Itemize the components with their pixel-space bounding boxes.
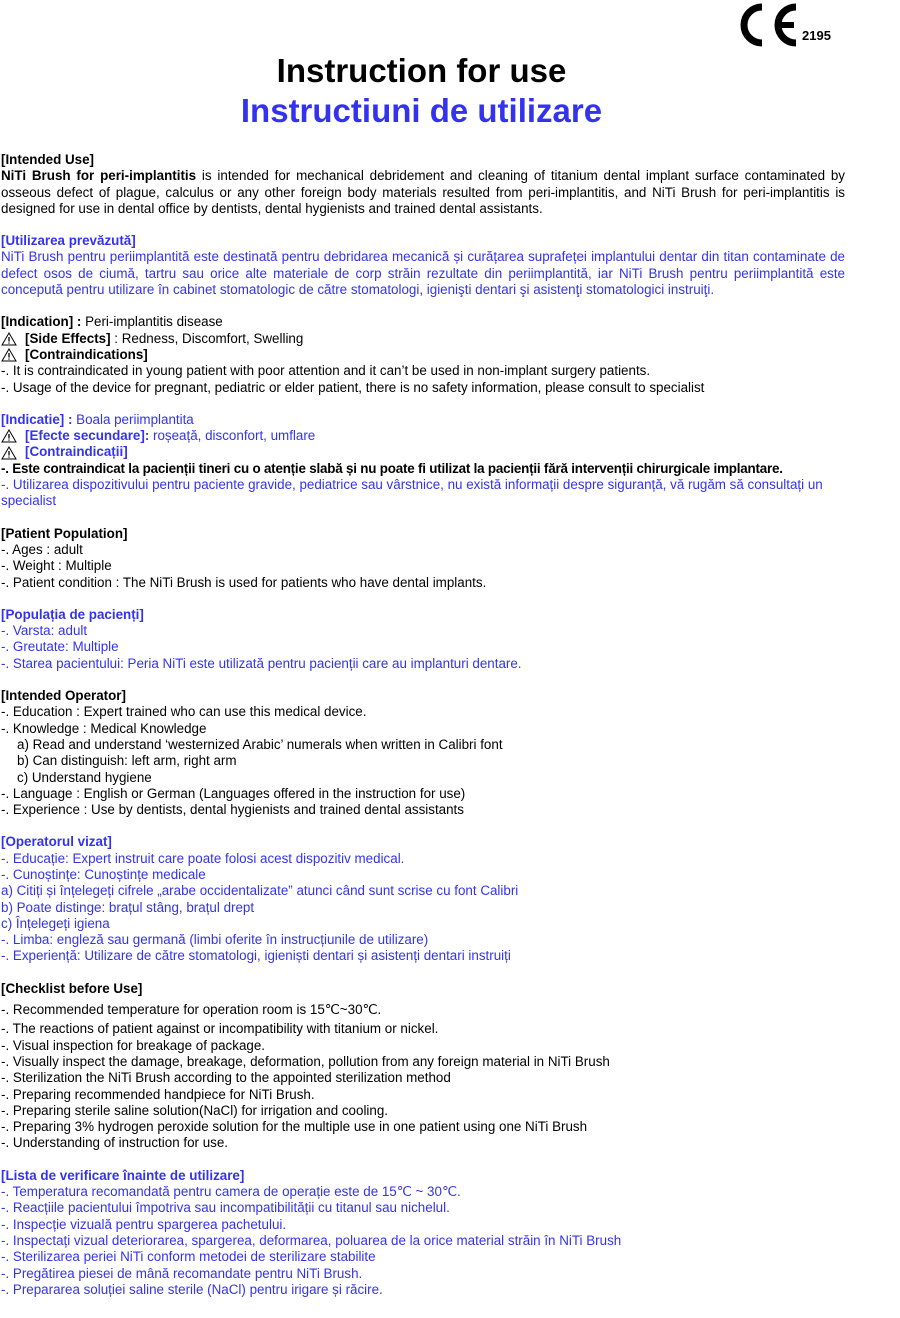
section-heading: [Intended Operator] — [1, 688, 126, 704]
list-item: -. Starea pacientului: Peria NiTi este utilizată pentru pacienții care au implanturi dentare. — [1, 655, 522, 671]
warning-icon — [1, 429, 17, 443]
list-item: b) Can distinguish: left arm, right arm — [17, 753, 237, 769]
indication-label: [Indicatie] : — [1, 411, 73, 427]
section-heading: [Utilizarea prevăzută] — [1, 233, 136, 249]
list-item: -. Recommended temperature for operation room is 15℃~30℃. — [1, 1002, 382, 1018]
population-en-section — [1, 526, 845, 591]
list-item: -. Visually inspect the damage, breakage, deformation, pollution from any foreign material in NiTi Brush — [1, 1053, 610, 1069]
contraindications-label: [Contraindications] — [25, 346, 148, 362]
warning-icon — [1, 446, 17, 460]
list-item: -. Reacțiile pacientului împotriva sau incompatibilității cu titanul sau nichelul. — [1, 1200, 450, 1216]
intended-use-description: is intended for mechanical debridement and cleaning of titanium dental implant surface contaminated by osseous defect of plague, calculus or any other foreign body materials resulted from peri-implantitis, and NiTi Brush for peri-implantitis is designed for use in dental office by dentists, dental hygienists and trained dental assistants. — [1, 168, 845, 216]
list-item: -. Education : Expert trained who can use this medical device. — [1, 704, 367, 720]
intended-use-en-section — [1, 152, 845, 217]
list-item: -. Preparing sterile saline solution(NaCl) for irrigation and cooling. — [1, 1102, 389, 1118]
warning-icon — [1, 332, 17, 346]
list-item: -. Cunoștințe: Cunoștințe medicale — [1, 866, 206, 882]
population-ro-section — [1, 607, 845, 672]
side-effects-label: [Side Effects] — [25, 330, 111, 346]
indication-value: Peri-implantitis disease — [81, 314, 223, 330]
list-item: -. Educație: Expert instruit care poate folosi acest dispozitiv medical. — [1, 850, 405, 866]
list-item: c) Înțelegeți igiena — [1, 915, 110, 931]
list-item: -. Greutate: Multiple — [1, 639, 119, 655]
list-item: -. Patient condition : The NiTi Brush is used for patients who have dental implants. — [1, 574, 487, 590]
intended-use-en-text — [1, 168, 845, 217]
list-item: -. Language : English or German (Languages offered in the instruction for use) — [1, 785, 466, 801]
list-item: c) Understand hygiene — [17, 769, 152, 785]
list-item: a) Read and understand ‘westernized Arabic’ numerals when written in Calibri font — [17, 736, 503, 752]
list-item: -. Utilizarea dispozitivului pentru paciente gravide, pediatrice sau vârstnice, nu există informații despre siguranță, vă rugăm să consultați un specialist — [1, 477, 823, 509]
notified-body-number: 2195 — [802, 28, 831, 43]
list-item: -. Sterilizarea periei NiTi conform metodei de sterilizare stabilite — [1, 1249, 376, 1265]
indication-en-section — [1, 314, 845, 395]
checklist-en-section — [1, 981, 845, 1152]
side-effects-line — [1, 428, 845, 444]
indication-label: [Indication] : — [1, 314, 82, 330]
checklist-ro-section — [1, 1168, 845, 1298]
intended-use-ro-section — [1, 233, 845, 298]
contraindications-heading — [1, 444, 845, 460]
indication-ro-section — [1, 412, 845, 510]
side-effects-value: roșeață, disconfort, umflare — [149, 428, 316, 444]
list-item: -. Experience : Use by dentists, dental hygienists and trained dental assistants — [1, 802, 464, 818]
list-item: -. Weight : Multiple — [1, 558, 112, 574]
side-effects-value: : Redness, Discomfort, Swelling — [110, 330, 304, 346]
list-item: -. Temperatura recomandată pentru camera de operație este de 15℃ ~ 30℃. — [1, 1184, 461, 1200]
list-item: -. Inspectați vizual deteriorarea, spargerea, deformarea, poluarea de la orice material străin în NiTi Brush — [1, 1232, 622, 1248]
list-item: -. Limba: engleză sau germană (limbi oferite în instrucțiunile de utilizare) — [1, 932, 429, 948]
side-effects-line — [1, 331, 845, 347]
section-heading: [Checklist before Use] — [1, 980, 143, 996]
document-body — [1, 152, 845, 1298]
section-heading: [Patient Population] — [1, 525, 128, 541]
list-item: b) Poate distinge: brațul stâng, brațul drept — [1, 899, 255, 915]
list-item: -. Prepararea soluției saline sterile (NaCl) pentru irigare și răcire. — [1, 1281, 383, 1297]
list-item: -. Preparing 3% hydrogen peroxide solution for the multiple use in one patient using one NiTi Brush — [1, 1119, 588, 1135]
warning-icon — [1, 348, 17, 362]
list-item: -. Varsta: adult — [1, 623, 88, 639]
indication-value: Boala periimplantita — [72, 411, 194, 427]
indication-line — [1, 314, 845, 330]
indication-line — [1, 412, 845, 428]
list-item: -. Ages : adult — [1, 541, 83, 557]
list-item: -. It is contraindicated in young patient with poor attention and it can’t be used in non-implant surgery patients. — [1, 363, 651, 379]
list-item: -. Preparing recommended handpiece for NiTi Brush. — [1, 1086, 315, 1102]
side-effects-label: [Efecte secundare]: — [25, 428, 150, 444]
contraindications-heading — [1, 347, 845, 363]
section-heading: [Intended Use] — [1, 152, 94, 167]
intended-use-ro-text: NiTi Brush pentru periimplantită este destinată pentru debridarea mecanică și curățarea suprafeței implantului dentar din titan contaminate de defect osos de ciumă, tartru sau orice alte materiale de corp străin rezultate din periimplantită, iar NiTi Brush pentru periimplantită este concepută pentru utilizare în cabinet stomatologic de către stomatologi, igienişti dentari şi asistenţi stomatologici instruiţi. — [1, 249, 845, 298]
contraindications-label: [Contraindicații] — [25, 444, 128, 460]
list-item: -. Experiență: Utilizare de către stomatologi, igieniști dentari și asistenți dentari instruiți — [1, 948, 511, 964]
list-item: -. Knowledge : Medical Knowledge — [1, 720, 207, 736]
operator-en-section — [1, 688, 845, 818]
list-item: -. Pregătirea piesei de mână recomandate pentru NiTi Brush. — [1, 1265, 363, 1281]
section-heading: [Lista de verificare înainte de utilizare] — [1, 1167, 245, 1183]
section-heading: [Populația de pacienți] — [1, 606, 144, 622]
list-item: -. The reactions of patient against or incompatibility with titanium or nickel. — [1, 1021, 439, 1037]
list-item: -. Usage of the device for pregnant, pediatric or elder patient, there is no safety information, please consult to specialist — [1, 379, 705, 395]
list-item: -. Visual inspection for breakage of package. — [1, 1037, 266, 1053]
operator-ro-section — [1, 834, 845, 964]
list-item: -. Sterilization the NiTi Brush according to the appointed sterilization method — [1, 1070, 451, 1086]
title-romanian: Instructiuni de utilizare — [240, 92, 603, 129]
title-english: Instruction for use — [276, 52, 567, 89]
ce-mark-icon — [732, 2, 802, 48]
list-item: -. Inspecție vizuală pentru spargerea pachetului. — [1, 1216, 287, 1232]
list-item: a) Citiți și înțelegeți cifrele „arabe occidentalizate” atunci când sunt scrise cu font Calibri — [1, 883, 519, 899]
product-name: NiTi Brush for peri-implantitis — [1, 168, 197, 184]
section-heading: [Operatorul vizat] — [1, 834, 112, 850]
list-item: -. Este contraindicat la pacienții tineri cu o atenție slabă și nu poate fi utilizat la pacienții fără intervenții chirurgicale implantare. — [1, 460, 783, 476]
list-item: -. Understanding of instruction for use. — [1, 1135, 229, 1151]
